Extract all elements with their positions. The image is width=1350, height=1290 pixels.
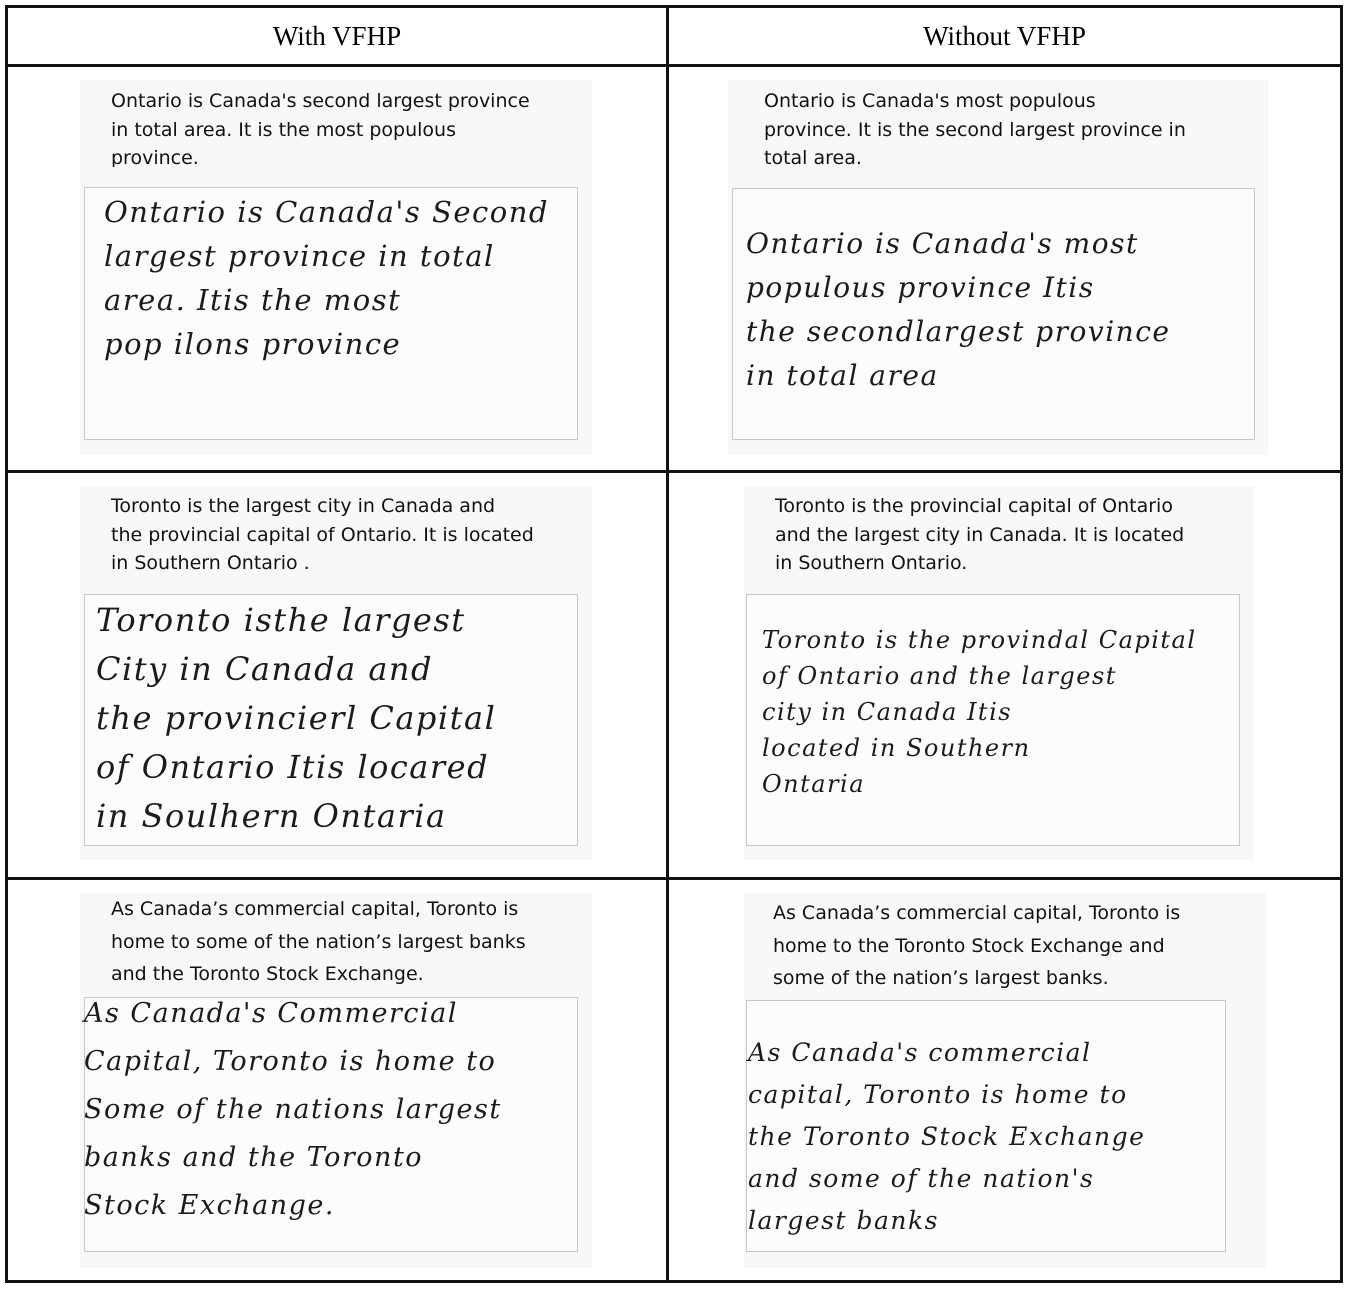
prompt-text-with-1: Ontario is Canada's second largest province in total area. It is the most populous province. [111, 90, 530, 167]
handwriting-text-without-3: As Canada's commercial capital, Toronto is home to the Toronto Stock Exchange and some of the nation's largest banks [748, 1038, 1146, 1235]
prompt-text-without-2: Toronto is the provincial capital of Ontario and the largest city in Canada. It is located in Southern Ontario. [775, 495, 1185, 574]
prompt-text-with-3: As Canada’s commercial capital, Toronto is home to some of the nation’s largest banks and the Toronto Stock Exchange. [111, 898, 526, 985]
handwriting-text-with-1: Ontario is Canada's Second largest province in total area. Itis the most pop ilons province [104, 195, 549, 361]
prompt-text-without-3: As Canada’s commercial capital, Toronto is home to the Toronto Stock Exchange and some of the nation’s largest banks. [773, 902, 1181, 989]
handwriting-text-with-3: As Canada's Commercial Capital, Toronto is home to Some of the nations largest banks and the Toronto Stock Exchange. [84, 998, 502, 1221]
row-divider-2 [5, 877, 1343, 880]
column-divider [666, 5, 669, 1283]
row-divider-1 [5, 470, 1343, 473]
handwriting-text-with-2: Toronto isthe largest City in Canada and the provincierl Capital of Ontario Itis locared in Soulhern Ontaria [96, 601, 497, 835]
handwriting-text-without-2: Toronto is the provindal Capital of Ontario and the largest city in Canada Itis located in Southern Ontaria [762, 626, 1197, 798]
handwriting-text-without-1: Ontario is Canada's most populous province Itis the secondlargest province in total area [746, 227, 1171, 392]
prompt-text-without-1: Ontario is Canada's most populous province. It is the second largest province in total area. [764, 90, 1186, 169]
prompt-text-with-2: Toronto is the largest city in Canada and the provincial capital of Ontario. It is located in Southern Ontario . [111, 495, 534, 574]
column-header-with-vfhp: With VFHP [272, 21, 402, 51]
column-header-without-vfhp: Without VFHP [923, 21, 1086, 51]
